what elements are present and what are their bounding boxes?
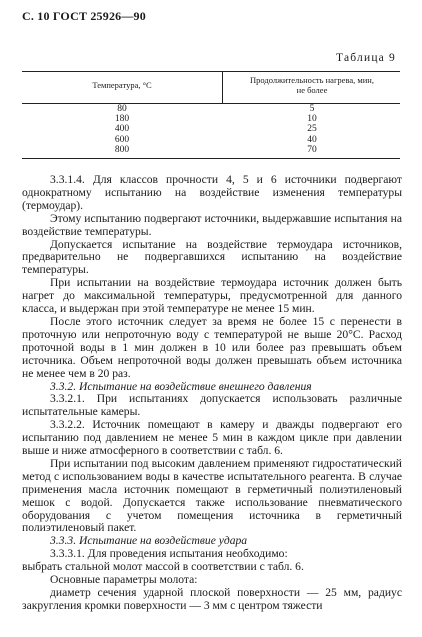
table-cell-duration: 40	[307, 134, 317, 145]
paragraph: При испытании под высоким давлением применяют гидростатический метод с использованием воды в качестве испытательного реагента. В случае применения масла источник помещают в герметичный полиэтиленовый мешок с водой. Допускается также использование пневматического оборудования с учетом помещения источника в герметичный полиэтиленовый пакет.	[22, 456, 402, 535]
paragraph: 3.3.2.2. Источник помещают в камеру и дважды подвергают его испытанию под давлением не менее 5 мин в каждом цикле при давлении выше и ниже атмосферного в соответствии с табл. 6.	[22, 418, 402, 458]
table-cell-temp: 800	[114, 144, 130, 155]
table-header-duration-line2: не более	[296, 85, 328, 95]
paragraph: 3.3.2.1. При испытаниях допускается использовать различные испытательные камеры.	[22, 392, 402, 419]
table-cell-temp: 400	[114, 124, 130, 135]
paragraph: диаметр сечения ударной плоской поверхности — 25 мм, радиус закругления кромки поверхности — 3 мм с центром тяжести	[22, 586, 402, 612]
paragraph: После этого источник следует за время не более 15 с перенести в проточную или непроточную воду с температурой не выше 20°С. Расход проточной воды в 1 мин должен в 10 или более раз превышать объем источника. Объем непроточной воды должен превышать объем источника не менее чем в 20 раз.	[22, 314, 402, 380]
table-cell-duration: 5	[309, 104, 315, 114]
body-text	[22, 174, 402, 613]
section-heading: 3.3.3. Испытание на воздействие удара	[50, 534, 248, 548]
paragraph: выбрать стальной молот массой в соответствии с табл. 6.	[22, 560, 304, 574]
paragraph: 3.3.3.1. Для проведения испытания необходимо:	[50, 547, 288, 561]
section-heading: 3.3.2. Испытание на воздействие внешнего давления	[50, 379, 312, 393]
table-cell-temp: 180	[114, 114, 130, 125]
paragraph: При испытании на воздействие термоудара источник должен быть нагрет до максимальной температуры, предусмотренной для данного класса, и выдержан при этой температуре не менее 15 мин.	[22, 276, 402, 316]
table-header-duration-line1: Продолжительность нагрева, мин,	[250, 75, 374, 85]
table-header-temperature: Температура, °С	[92, 80, 152, 90]
table-top-rule	[22, 71, 400, 72]
paragraph: Допускается испытание на воздействие термоудара источников, предварительно не подвергавшихся испытанию на воздействие температуры.	[22, 237, 402, 277]
table-cell-duration: 25	[307, 124, 317, 135]
table-column-duration	[224, 104, 400, 155]
paragraph: Основные параметры молота:	[50, 573, 198, 587]
table-header-duration	[224, 75, 400, 95]
table-column-temperature	[22, 104, 222, 155]
paragraph: Этому испытанию подвергают источники, выдержавшие испытания на воздействие температуры.	[22, 211, 402, 238]
page-header: С. 10 ГОСТ 25926—90	[22, 9, 146, 23]
paragraph: 3.3.1.4. Для классов прочности 4, 5 и 6 источники подвергают однократному испытанию на воздействие изменения температуры (термоудар).	[22, 173, 402, 212]
table-caption: Таблица 9	[336, 52, 396, 64]
table-cell-duration: 10	[307, 114, 317, 125]
table-bottom-rule	[22, 158, 400, 159]
table-cell-temp: 600	[114, 134, 130, 145]
table-column-divider	[222, 72, 223, 104]
table-cell-duration: 70	[307, 144, 317, 155]
table-cell-temp: 80	[117, 104, 127, 114]
